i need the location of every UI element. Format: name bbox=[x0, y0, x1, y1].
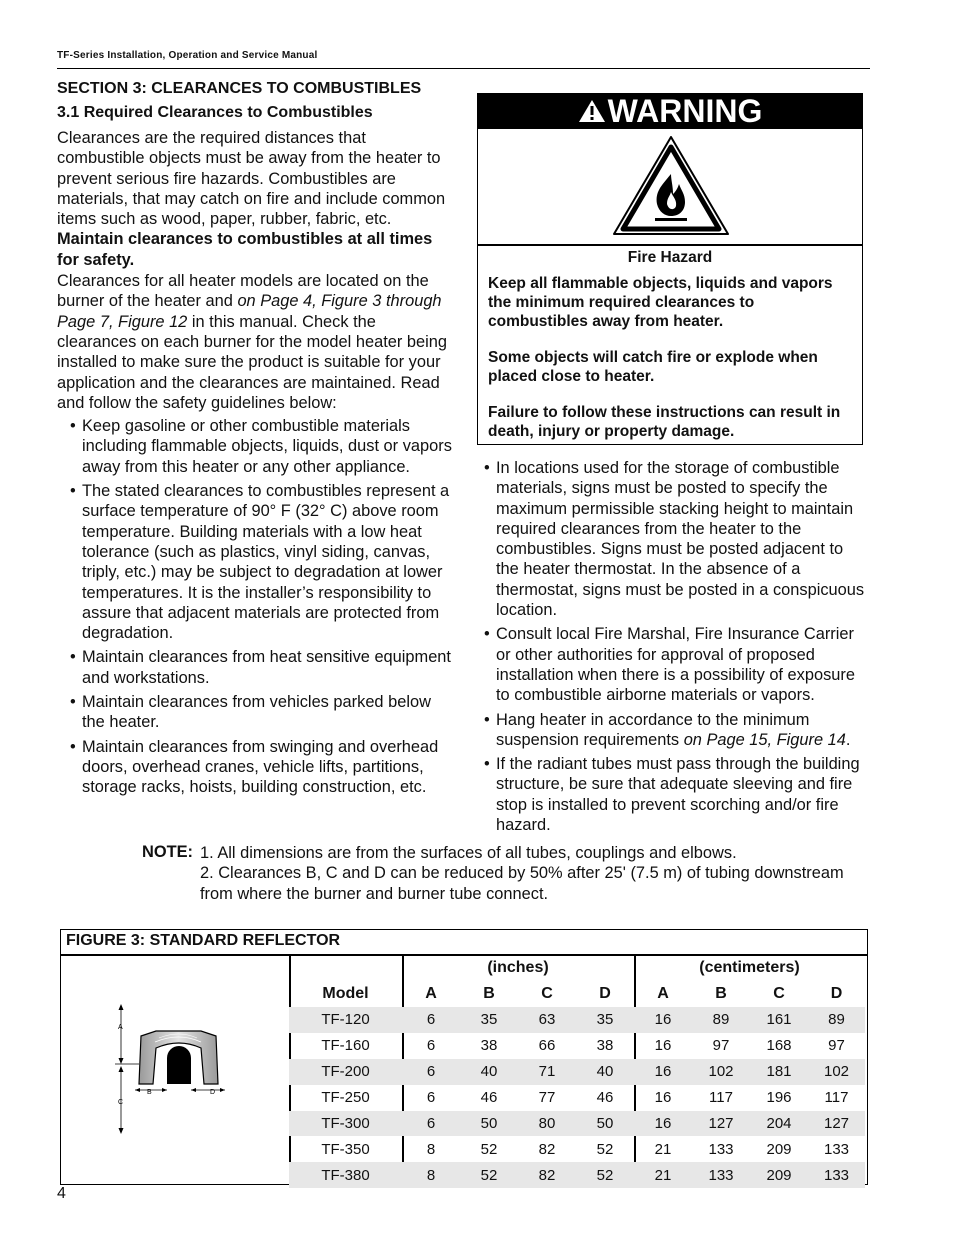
list-item: • Consult local Fire Marshal, Fire Insurance Carrier or other authorities for approval of proposed installation when there is a possibility of exposure to combustible airborne materials or vapors. bbox=[470, 624, 870, 705]
section-title: SECTION 3: CLEARANCES TO COMBUSTIBLES bbox=[57, 80, 422, 97]
subsection-title: 3.1 Required Clearances to Combustibles bbox=[57, 104, 373, 121]
note-item: 2. Clearances B, C and D can be reduced by 50% after 25' (7.5 m) of tubing downstream from where the burner and burner tube connect. bbox=[200, 864, 844, 903]
hazard-title: Fire Hazard bbox=[627, 249, 713, 266]
note-label: NOTE: bbox=[142, 843, 193, 861]
diagram-label-d: D bbox=[210, 1089, 216, 1096]
unit-inches: (inches) bbox=[487, 958, 549, 976]
left-column bbox=[57, 128, 457, 802]
list-item: • Maintain clearances from heat sensitive equipment and workstations. bbox=[57, 647, 457, 688]
list-item: • Keep gasoline or other combustible materials including flammable objects, liquids, dust or vapors away from this heater or any other appliance. bbox=[57, 416, 457, 477]
unit-centimeters: (centimeters) bbox=[699, 958, 800, 976]
header-rule bbox=[57, 68, 870, 69]
page-number: 4 bbox=[57, 1185, 66, 1202]
table-row: TF-380 8 52 82 52 21 133 209 133 bbox=[289, 1162, 865, 1188]
table-row: TF-160 6 38 66 38 16 97 168 97 bbox=[321, 1037, 845, 1055]
warning-box bbox=[477, 93, 863, 445]
table-row: TF-250 6 46 77 46 16 117 196 117 bbox=[321, 1089, 849, 1107]
column-header: A bbox=[657, 984, 669, 1002]
clearance-table bbox=[289, 955, 865, 1188]
list-item: • In locations used for the storage of combustible materials, signs must be posted to specify the maximum permissible stacking height to maintain required clearances from the heater to the combustibles. Signs must be posted adjacent to the heater thermostat. In the absence of a thermostat, signs must be posted in a conspicuous location. bbox=[470, 458, 870, 620]
table-row: TF-200 6 40 71 40 16 102 181 102 bbox=[289, 1059, 865, 1085]
left-bullet-list bbox=[57, 416, 457, 797]
right-bullet-list bbox=[470, 458, 870, 835]
table-row: TF-300 6 50 80 50 16 127 204 127 bbox=[289, 1111, 865, 1137]
column-header: D bbox=[830, 984, 843, 1002]
paragraph-intro: Clearances are the required distances that combustible objects must be away from the heater to prevent serious fire hazards. Combustibles are materials, that may catch on fire and include common items such as wood, paper, rubber, fabric, etc. Maintain clearances to combustibles at all times for safety. bbox=[57, 129, 446, 269]
warning-triangle-icon bbox=[578, 99, 606, 123]
table-row: TF-120 6 35 63 35 16 89 161 89 bbox=[289, 1007, 865, 1033]
note-body bbox=[200, 843, 870, 904]
list-item: • The stated clearances to combustibles represent a surface temperature of 90° F (32° C) above room temperature. Building materials with a low heat tolerance (such as plastics, vinyl siding, canvas, triply, etc.) may be subject to degradation at lower temperatures. It is the installer’s responsibility to assure that adjacent materials are protected from degradation. bbox=[57, 481, 457, 643]
fire-hazard-icon bbox=[611, 134, 731, 238]
column-header: C bbox=[773, 984, 785, 1002]
reflector-diagram bbox=[101, 998, 241, 1138]
diagram-label-b: B bbox=[147, 1089, 152, 1096]
diagram-label-a: A bbox=[118, 1024, 123, 1031]
list-item: • Hang heater in accordance to the minimum suspension requirements on Page 15, Figure 14. bbox=[470, 710, 870, 751]
column-header: B bbox=[483, 984, 495, 1002]
column-header: B bbox=[715, 984, 727, 1002]
table-row: TF-350 8 52 82 52 21 133 209 133 bbox=[321, 1140, 850, 1158]
warning-text bbox=[488, 274, 858, 458]
figure-title: FIGURE 3: STANDARD REFLECTOR bbox=[66, 932, 341, 949]
warning-line: Failure to follow these instructions can result in death, injury or property damage. bbox=[488, 404, 841, 440]
column-header: Model bbox=[322, 984, 369, 1002]
list-item: • Maintain clearances from swinging and overhead doors, overhead cranes, vehicle lifts, partitions, storage racks, hoists, building construction, etc. bbox=[57, 737, 457, 798]
warning-banner: WARNING bbox=[478, 94, 862, 129]
column-header: A bbox=[425, 984, 437, 1002]
right-column bbox=[470, 458, 870, 839]
figure-box bbox=[60, 929, 868, 1185]
warning-line: Some objects will catch fire or explode when placed close to heater. bbox=[488, 349, 818, 385]
warning-divider bbox=[478, 244, 862, 246]
list-item: • If the radiant tubes must pass through the building structure, be sure that adequate sleeving and fire stop is installed to prevent scorching and/or fire hazard. bbox=[470, 754, 870, 835]
column-header: C bbox=[541, 984, 553, 1002]
column-header: D bbox=[599, 984, 611, 1002]
diagram-label-c: C bbox=[118, 1099, 124, 1106]
column-headers bbox=[289, 980, 865, 1007]
running-header: TF-Series Installation, Operation and Service Manual bbox=[57, 50, 318, 61]
paragraph-locations: Clearances for all heater models are located on the burner of the heater and on Page 4, Figure 3 through Page 7, Figure 12 in this manual. Check the clearances on each burner for the model heater being installed to make sure the product is suitable for your application and the clearances are maintained. Read and follow the safety guidelines below: bbox=[57, 272, 447, 412]
list-item: • Maintain clearances from vehicles parked below the heater. bbox=[57, 692, 457, 733]
note-item: 1. All dimensions are from the surfaces of all tubes, couplings and elbows. bbox=[200, 844, 737, 862]
warning-line: Keep all flammable objects, liquids and vapors the minimum required clearances to combustibles away from heater. bbox=[488, 275, 833, 330]
